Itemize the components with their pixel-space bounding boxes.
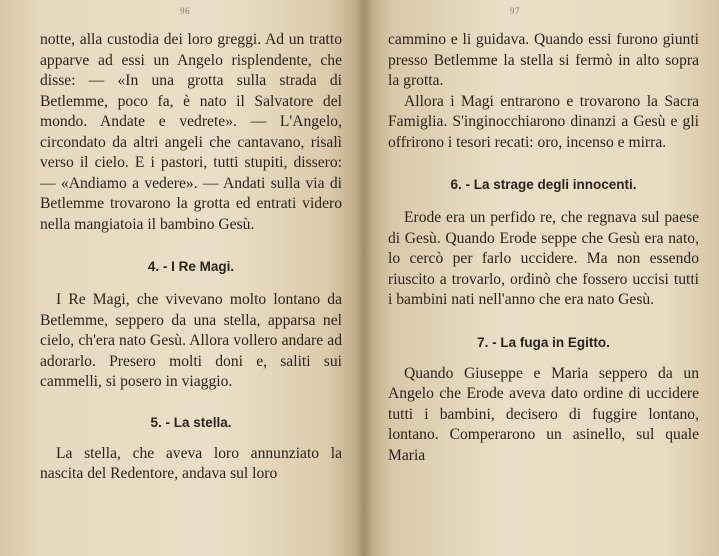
section-heading-7: 7. - La fuga in Egitto. bbox=[477, 334, 610, 350]
right-paragraph-4: Quando Giuseppe e Maria seppero da un Angelo che Erode aveva dato ordine di uccidere tutti i bambini, decisero di fuggire lontano, lontano. Comperarono un asinello, sul quale Maria bbox=[388, 364, 699, 464]
right-page bbox=[364, 0, 719, 556]
right-paragraph-2: Allora i Magi entrarono e trovarono la Sacra Famiglia. S'inginocchiarono dinanzi a Gesù e gli offrirono i tesori recati: oro, incenso e mirra. bbox=[388, 92, 699, 151]
page-number-right: 97 bbox=[510, 6, 520, 16]
section-heading-6: 6. - La strage degli innocenti. bbox=[450, 177, 637, 192]
section-heading-5: 5. - La stella. bbox=[150, 414, 232, 430]
left-paragraph-1: notte, alla custodia dei loro greggi. Ad un tratto apparve ad essi un Angelo risplendente, che disse: — «In una grotta sulla strada di Betlemme, poco fa, è nato il Salvatore del mondo. Andate e vedrete». — L'Angelo, circondato da altri angeli che cantavano, risalì verso il cielo. E i pastori, tutti stupiti, dissero: — «Andiamo a vedere». — Andati sulla via di Betlemme trovarono la grotta ed entrati videro nella mangiatoia il bambino Gesù. bbox=[40, 31, 342, 233]
section-heading-4: 4. - I Re Magi. bbox=[147, 259, 235, 274]
right-paragraph-1: cammino e li guidava. Quando essi furono giunti presso Betlemme la stella si fermò in alto sopra la grotta. bbox=[388, 31, 699, 89]
page-number-left: 96 bbox=[180, 6, 190, 16]
right-paragraph-3: Erode era un perfido re, che regnava sul paese di Gesù. Quando Erode seppe che Gesù era nato, lo cercò per farlo uccidere. Ma non essendo riuscito a trovarlo, ordinò che fossero uccisi tutti i bambini nati nell'anno che era nato Gesù. bbox=[388, 209, 699, 308]
left-paragraph-3: La stella, che aveva loro annunziato la nascita del Redentore, andava sul loro bbox=[40, 444, 342, 482]
left-paragraph-2: I Re Magi, che vivevano molto lontano da Betlemme, seppero da una stella, apparsa nel cielo, ch'era nato Gesù. Allora vollero andare ad adorarlo. Presero molti doni e, saliti sui cammelli, si posero in viaggio. bbox=[40, 291, 342, 390]
